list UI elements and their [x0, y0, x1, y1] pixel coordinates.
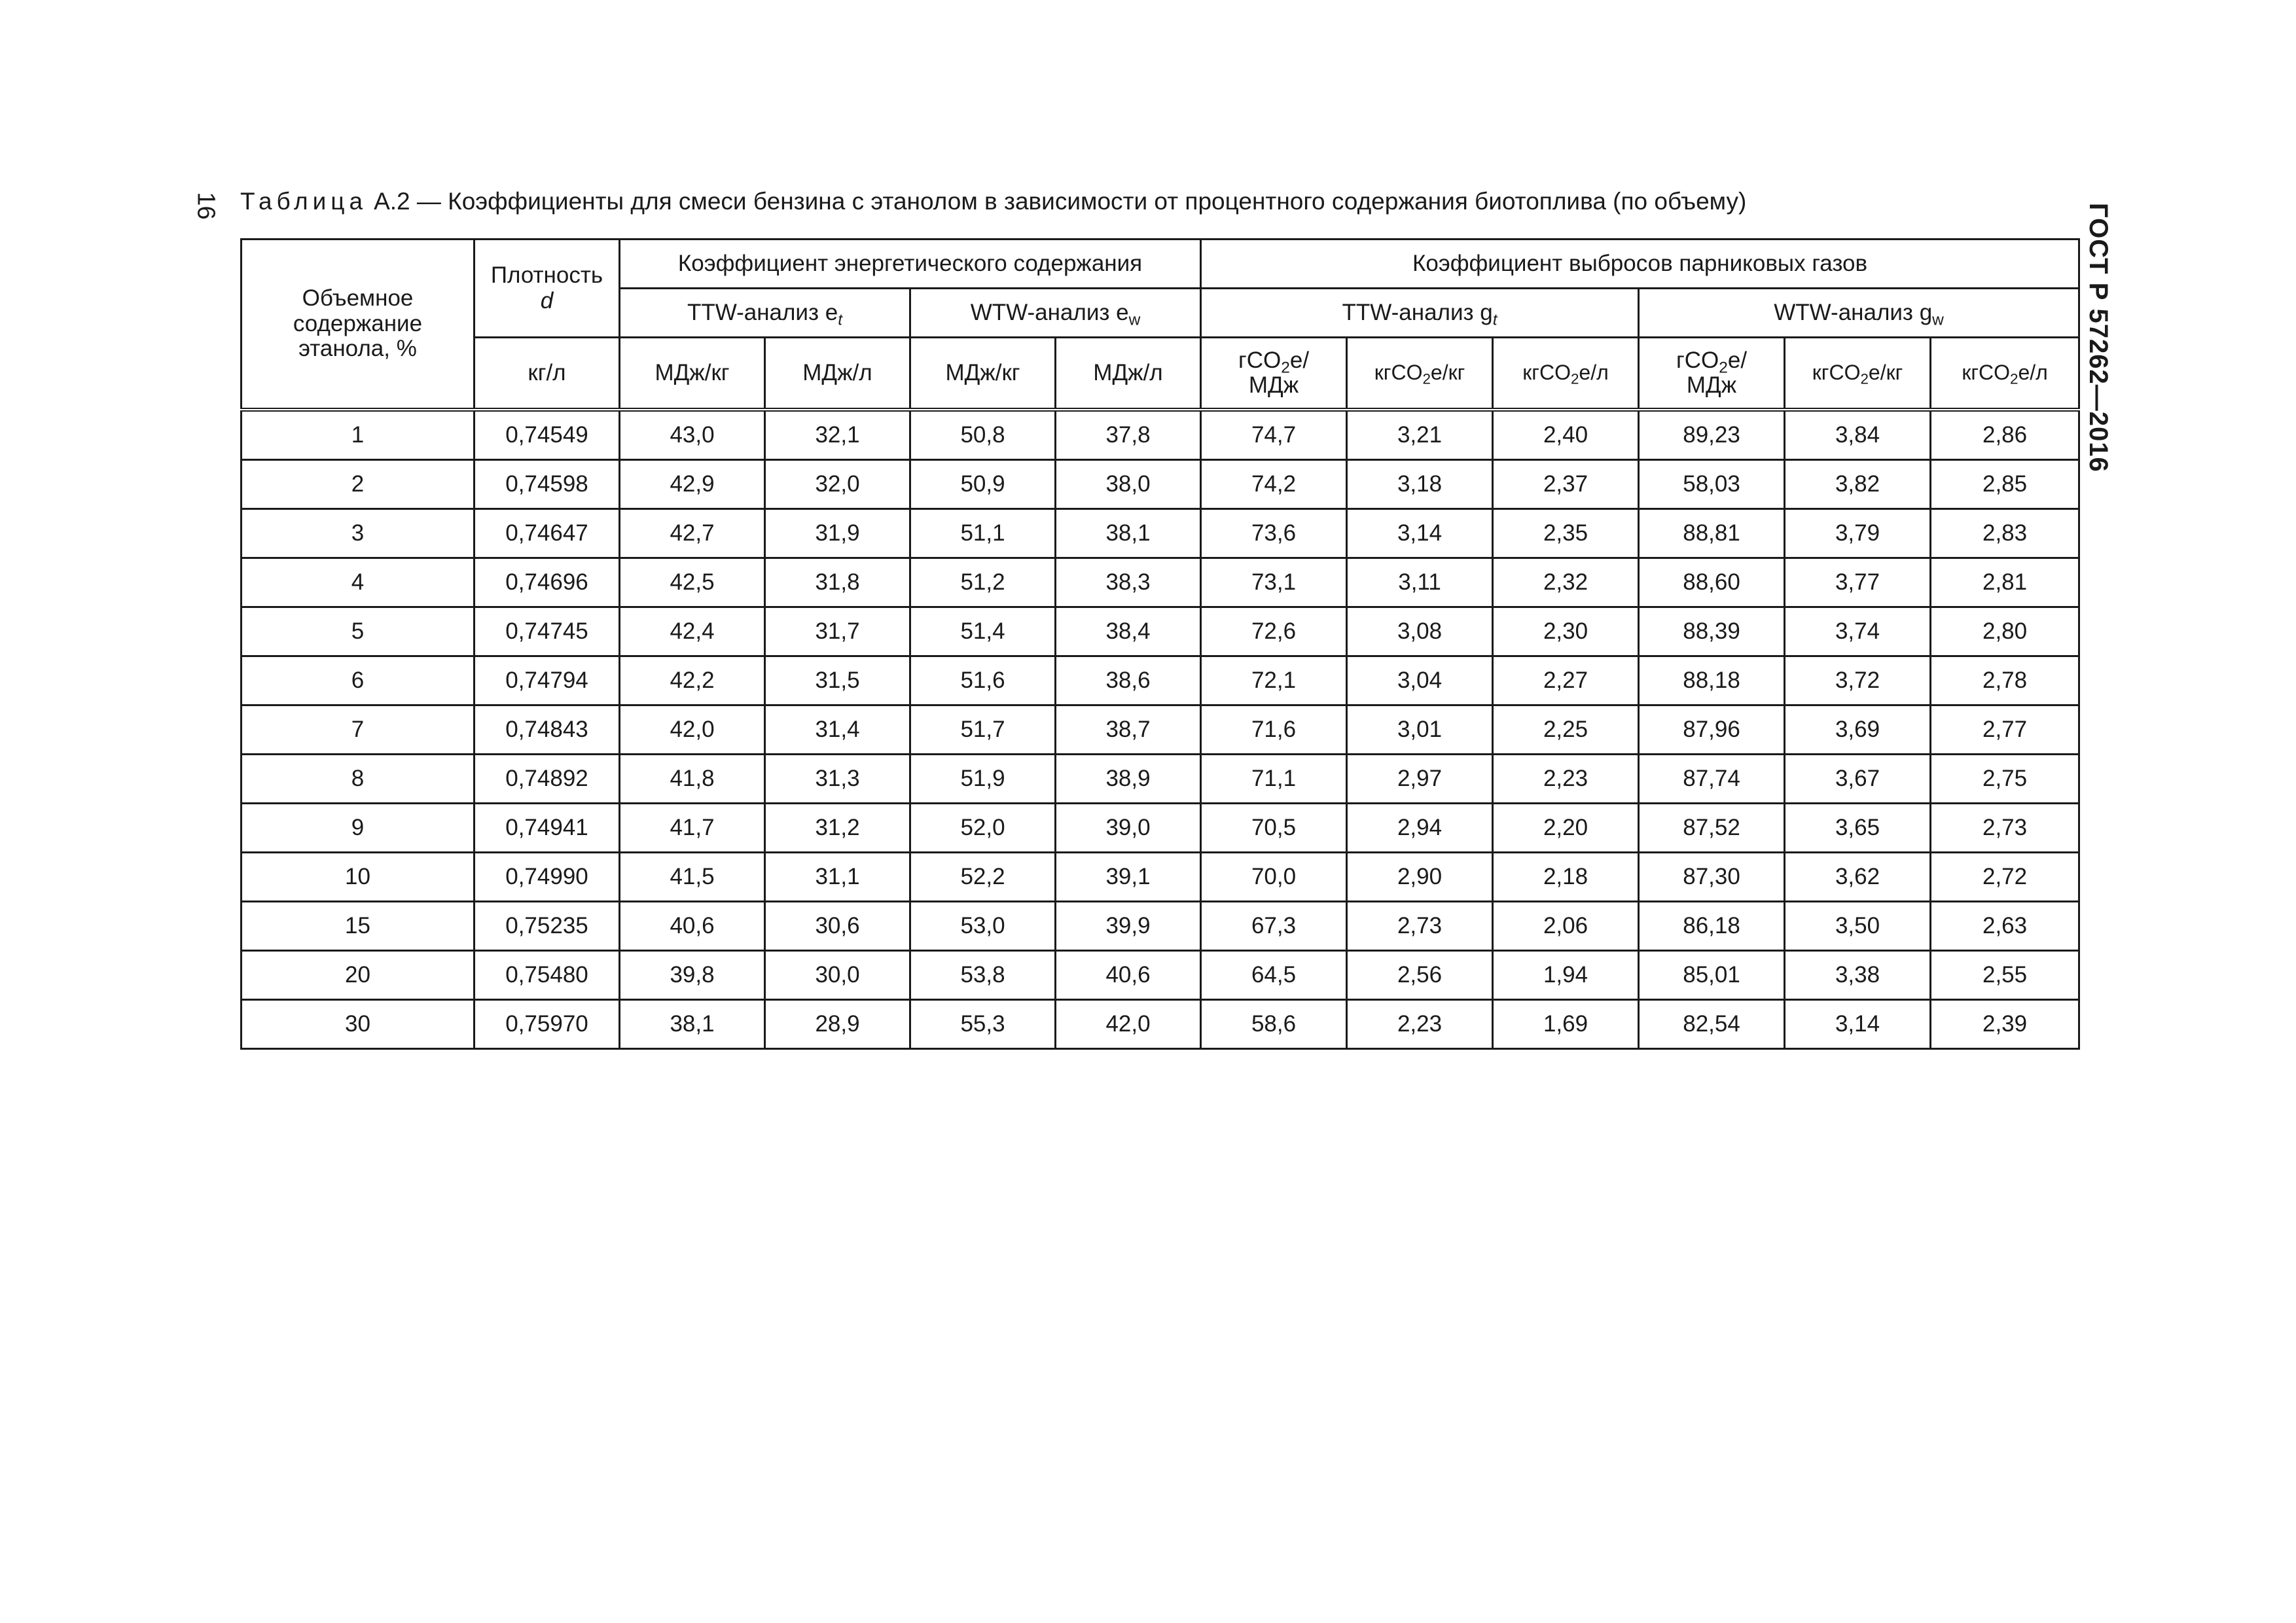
table-cell: 39,0 — [1056, 804, 1201, 853]
table-cell: 9 — [242, 804, 475, 853]
unit-kgco2l-post: е/л — [2018, 361, 2048, 385]
table-cell: 70,0 — [1201, 853, 1347, 902]
table-cell: 39,8 — [620, 951, 765, 1000]
table-caption — [240, 188, 1746, 215]
table-cell: 1 — [242, 410, 475, 460]
table-cell: 1,94 — [1493, 951, 1639, 1000]
table-cell: 8 — [242, 755, 475, 804]
table-cell: 2,86 — [1931, 410, 2079, 460]
table-cell: 3,14 — [1785, 1000, 1931, 1049]
table-cell: 2,83 — [1931, 509, 2079, 558]
table-cell: 2,97 — [1347, 755, 1493, 804]
table-cell: 31,3 — [765, 755, 910, 804]
table-cell: 37,8 — [1056, 410, 1201, 460]
table-cell: 4 — [242, 558, 475, 607]
table-cell: 88,60 — [1639, 558, 1785, 607]
header-ttw-e-text: TTW-анализ e — [687, 299, 838, 325]
table-cell: 30 — [242, 1000, 475, 1049]
table-cell: 2,55 — [1931, 951, 2079, 1000]
table-cell: 38,3 — [1056, 558, 1201, 607]
header-ttw-g-text: TTW-анализ g — [1342, 299, 1493, 325]
table-cell: 2,72 — [1931, 853, 2079, 902]
table-cell: 3,67 — [1785, 755, 1931, 804]
unit-gco2-per-mj — [1639, 338, 1785, 410]
table-cell: 31,4 — [765, 705, 910, 755]
table-cell: 20 — [242, 951, 475, 1000]
caption-text: А.2 — Коэффициенты для смеси бензина с этанолом в зависимости от процентного содержания биотоплива (по объему) — [374, 188, 1747, 215]
unit-gco2-per-mj — [1201, 338, 1347, 410]
header-density-title: Плотность — [490, 262, 603, 288]
table-cell: 0,74794 — [475, 656, 620, 705]
table-cell: 31,2 — [765, 804, 910, 853]
header-wtw-g-text: WTW-анализ g — [1774, 299, 1933, 325]
header-ttw-g — [1201, 289, 1639, 338]
table-cell: 3,69 — [1785, 705, 1931, 755]
table-cell: 3,01 — [1347, 705, 1493, 755]
table-cell: 74,2 — [1201, 460, 1347, 509]
table-cell: 1,69 — [1493, 1000, 1639, 1049]
table-row — [242, 410, 2079, 460]
table-cell: 0,74549 — [475, 410, 620, 460]
unit-mj-kg: МДж/кг — [910, 338, 1056, 410]
table-row — [242, 656, 2079, 705]
caption-label: Таблица — [240, 188, 368, 215]
table-cell: 2,63 — [1931, 902, 2079, 951]
unit-gco2-pre: гCO — [1676, 347, 1719, 373]
table-cell: 3,74 — [1785, 607, 1931, 656]
table-cell: 15 — [242, 902, 475, 951]
header-wtw-g — [1639, 289, 2079, 338]
table-cell: 38,9 — [1056, 755, 1201, 804]
table-cell: 58,6 — [1201, 1000, 1347, 1049]
header-density — [475, 240, 620, 338]
table-cell: 3,84 — [1785, 410, 1931, 460]
table-cell: 41,7 — [620, 804, 765, 853]
table-cell: 2,90 — [1347, 853, 1493, 902]
table-row — [242, 755, 2079, 804]
table-cell: 2,23 — [1347, 1000, 1493, 1049]
unit-kgco2-per-kg — [1785, 338, 1931, 410]
table-cell: 3 — [242, 509, 475, 558]
table-cell: 0,74647 — [475, 509, 620, 558]
header-volume — [242, 240, 475, 410]
unit-kgco2l-pre: кгCO — [1962, 361, 2010, 385]
table-cell: 7 — [242, 705, 475, 755]
table-body — [242, 410, 2079, 1049]
table-cell: 41,5 — [620, 853, 765, 902]
table-cell: 3,21 — [1347, 410, 1493, 460]
table-cell: 42,9 — [620, 460, 765, 509]
table-cell: 51,9 — [910, 755, 1056, 804]
table-cell: 2,06 — [1493, 902, 1639, 951]
table-cell: 40,6 — [620, 902, 765, 951]
table-cell: 58,03 — [1639, 460, 1785, 509]
table-cell: 28,9 — [765, 1000, 910, 1049]
table-cell: 87,30 — [1639, 853, 1785, 902]
unit-kgco2-per-l — [1493, 338, 1639, 410]
table-cell: 64,5 — [1201, 951, 1347, 1000]
table-cell: 39,9 — [1056, 902, 1201, 951]
table-cell: 73,6 — [1201, 509, 1347, 558]
table-cell: 87,52 — [1639, 804, 1785, 853]
table-cell: 31,8 — [765, 558, 910, 607]
coefficients-table — [240, 238, 2080, 1050]
table-cell: 31,9 — [765, 509, 910, 558]
unit-gco2-line2: МДж — [1248, 372, 1299, 398]
table-cell: 2,78 — [1931, 656, 2079, 705]
table-cell: 2,23 — [1493, 755, 1639, 804]
table-cell: 71,6 — [1201, 705, 1347, 755]
table-row — [242, 558, 2079, 607]
table-cell: 55,3 — [910, 1000, 1056, 1049]
table-cell: 2,94 — [1347, 804, 1493, 853]
table-cell: 53,8 — [910, 951, 1056, 1000]
header-wtw-g-sub: w — [1932, 311, 1944, 329]
table-cell: 0,74990 — [475, 853, 620, 902]
table-row — [242, 853, 2079, 902]
unit-gco2-post: е/ — [1289, 347, 1310, 373]
table-cell: 82,54 — [1639, 1000, 1785, 1049]
table-cell: 38,7 — [1056, 705, 1201, 755]
table-cell: 2,56 — [1347, 951, 1493, 1000]
unit-gco2-post: е/ — [1727, 347, 1748, 373]
table-cell: 42,7 — [620, 509, 765, 558]
unit-sub2: 2 — [2009, 371, 2018, 388]
table-cell: 42,2 — [620, 656, 765, 705]
table-cell: 6 — [242, 656, 475, 705]
table-cell: 2,18 — [1493, 853, 1639, 902]
table-cell: 0,74843 — [475, 705, 620, 755]
unit-gco2-line2: МДж — [1686, 372, 1737, 398]
table-cell: 3,50 — [1785, 902, 1931, 951]
header-wtw-e-sub: w — [1128, 311, 1141, 329]
table-cell: 88,39 — [1639, 607, 1785, 656]
unit-density: кг/л — [475, 338, 620, 410]
table-cell: 42,0 — [1056, 1000, 1201, 1049]
header-wtw-e — [910, 289, 1201, 338]
table-cell: 32,1 — [765, 410, 910, 460]
table-cell: 2,40 — [1493, 410, 1639, 460]
unit-kgco2kg-pre: кгCO — [1374, 361, 1423, 385]
table-cell: 72,6 — [1201, 607, 1347, 656]
table-cell: 2,39 — [1931, 1000, 2079, 1049]
header-energy-group: Коэффициент энергетического содержания — [620, 240, 1201, 289]
table-cell: 86,18 — [1639, 902, 1785, 951]
table-cell: 2,20 — [1493, 804, 1639, 853]
table-cell: 51,1 — [910, 509, 1056, 558]
table-cell: 70,5 — [1201, 804, 1347, 853]
table-cell: 51,4 — [910, 607, 1056, 656]
table-cell: 87,74 — [1639, 755, 1785, 804]
table-cell: 73,1 — [1201, 558, 1347, 607]
table-row — [242, 705, 2079, 755]
table-cell: 31,5 — [765, 656, 910, 705]
table-cell: 39,1 — [1056, 853, 1201, 902]
table-cell: 31,7 — [765, 607, 910, 656]
table-cell: 2,30 — [1493, 607, 1639, 656]
table-cell: 0,74696 — [475, 558, 620, 607]
table-cell: 2,32 — [1493, 558, 1639, 607]
table-cell: 38,6 — [1056, 656, 1201, 705]
table-cell: 2,80 — [1931, 607, 2079, 656]
table-row — [242, 902, 2079, 951]
header-ttw-g-sub: t — [1492, 311, 1498, 329]
table-cell: 51,2 — [910, 558, 1056, 607]
unit-kgco2-per-kg — [1347, 338, 1493, 410]
table-cell: 38,1 — [1056, 509, 1201, 558]
unit-kgco2kg-pre: кгCO — [1812, 361, 1861, 385]
table-row — [242, 951, 2079, 1000]
table-cell: 88,81 — [1639, 509, 1785, 558]
table-cell: 32,0 — [765, 460, 910, 509]
table-cell: 52,2 — [910, 853, 1056, 902]
table-cell: 3,77 — [1785, 558, 1931, 607]
unit-sub2: 2 — [1281, 358, 1290, 376]
table-cell: 0,75480 — [475, 951, 620, 1000]
table-row — [242, 607, 2079, 656]
table-cell: 3,72 — [1785, 656, 1931, 705]
table-cell: 42,5 — [620, 558, 765, 607]
page-number: 16 — [192, 192, 220, 220]
table-cell: 10 — [242, 853, 475, 902]
table-cell: 3,65 — [1785, 804, 1931, 853]
table-row — [242, 1000, 2079, 1049]
table-row — [242, 460, 2079, 509]
table-cell: 30,0 — [765, 951, 910, 1000]
unit-kgco2l-post: е/л — [1579, 361, 1609, 385]
unit-kgco2kg-post: е/кг — [1430, 361, 1465, 385]
table-cell: 43,0 — [620, 410, 765, 460]
table-cell: 3,62 — [1785, 853, 1931, 902]
table-cell: 3,04 — [1347, 656, 1493, 705]
unit-mj-l: МДж/л — [765, 338, 910, 410]
table-cell: 0,74941 — [475, 804, 620, 853]
table-cell: 0,75970 — [475, 1000, 620, 1049]
table-cell: 42,0 — [620, 705, 765, 755]
header-wtw-e-text: WTW-анализ e — [970, 299, 1129, 325]
table-cell: 87,96 — [1639, 705, 1785, 755]
table-cell: 2,25 — [1493, 705, 1639, 755]
table-cell: 3,08 — [1347, 607, 1493, 656]
table-cell: 38,4 — [1056, 607, 1201, 656]
table-cell: 5 — [242, 607, 475, 656]
table-cell: 88,18 — [1639, 656, 1785, 705]
table-cell: 3,38 — [1785, 951, 1931, 1000]
table-cell: 2,77 — [1931, 705, 2079, 755]
table-cell: 3,82 — [1785, 460, 1931, 509]
table-cell: 85,01 — [1639, 951, 1785, 1000]
table-cell: 51,7 — [910, 705, 1056, 755]
table-cell: 71,1 — [1201, 755, 1347, 804]
table-cell: 2,27 — [1493, 656, 1639, 705]
table-cell: 89,23 — [1639, 410, 1785, 460]
table-cell: 2,85 — [1931, 460, 2079, 509]
table-cell: 41,8 — [620, 755, 765, 804]
unit-sub2: 2 — [1422, 371, 1431, 388]
table-cell: 51,6 — [910, 656, 1056, 705]
table-cell: 0,74892 — [475, 755, 620, 804]
header-ghg-group: Коэффициент выбросов парниковых газов — [1201, 240, 2079, 289]
table-cell: 72,1 — [1201, 656, 1347, 705]
table-cell: 2,75 — [1931, 755, 2079, 804]
table-cell: 2 — [242, 460, 475, 509]
table-cell: 0,74745 — [475, 607, 620, 656]
table-cell: 50,9 — [910, 460, 1056, 509]
unit-sub2: 2 — [1719, 358, 1728, 376]
table-cell: 0,75235 — [475, 902, 620, 951]
unit-kgco2-per-l — [1931, 338, 2079, 410]
table-cell: 67,3 — [1201, 902, 1347, 951]
table-cell: 52,0 — [910, 804, 1056, 853]
table-cell: 3,79 — [1785, 509, 1931, 558]
document-code: ГОСТ Р 57262—2016 — [2084, 203, 2113, 473]
table-cell: 2,35 — [1493, 509, 1639, 558]
header-ttw-e-sub: t — [838, 311, 843, 329]
unit-mj-kg: МДж/кг — [620, 338, 765, 410]
table-cell: 74,7 — [1201, 410, 1347, 460]
table-cell: 30,6 — [765, 902, 910, 951]
table-cell: 42,4 — [620, 607, 765, 656]
header-density-symbol: d — [540, 287, 554, 313]
table-cell: 3,11 — [1347, 558, 1493, 607]
unit-gco2-pre: гCO — [1238, 347, 1282, 373]
table-cell: 31,1 — [765, 853, 910, 902]
table-cell: 53,0 — [910, 902, 1056, 951]
unit-sub2: 2 — [1570, 371, 1579, 388]
header-ttw-e — [620, 289, 910, 338]
unit-kgco2kg-post: е/кг — [1868, 361, 1903, 385]
table-cell: 0,74598 — [475, 460, 620, 509]
table-cell: 3,18 — [1347, 460, 1493, 509]
table-cell: 2,37 — [1493, 460, 1639, 509]
table-cell: 38,1 — [620, 1000, 765, 1049]
header-volume-text: Объемное содержание этанола, % — [293, 285, 423, 362]
table-row — [242, 509, 2079, 558]
table-cell: 3,14 — [1347, 509, 1493, 558]
table-cell: 2,73 — [1931, 804, 2079, 853]
unit-sub2: 2 — [1860, 371, 1869, 388]
table-cell: 50,8 — [910, 410, 1056, 460]
table-cell: 2,73 — [1347, 902, 1493, 951]
table-cell: 40,6 — [1056, 951, 1201, 1000]
table-cell: 2,81 — [1931, 558, 2079, 607]
unit-mj-l: МДж/л — [1056, 338, 1201, 410]
table-cell: 38,0 — [1056, 460, 1201, 509]
table-row — [242, 804, 2079, 853]
unit-kgco2l-pre: кгCO — [1522, 361, 1571, 385]
